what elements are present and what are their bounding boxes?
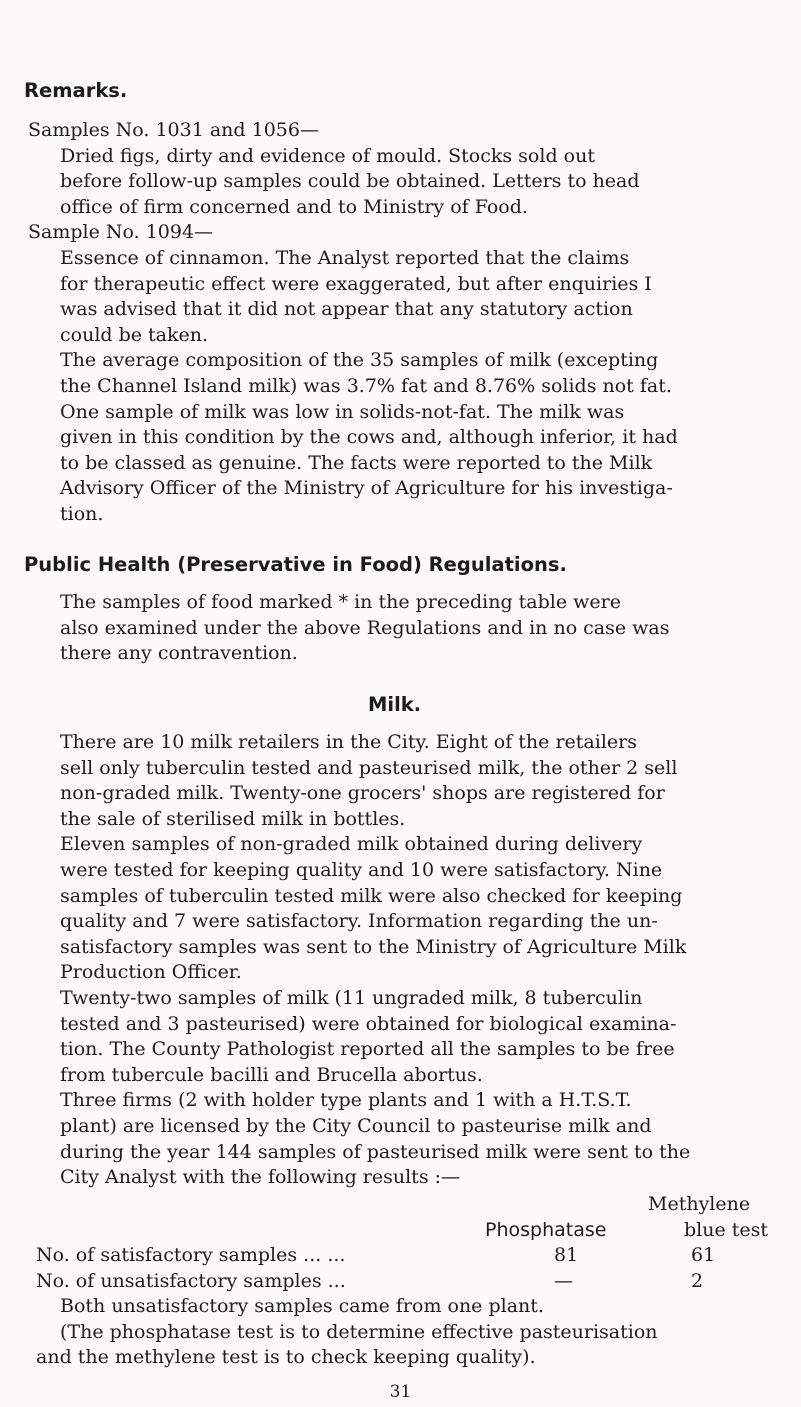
milk-line: Three firms (2 with holder type plants and 1 with a H.T.S.T. bbox=[60, 1089, 632, 1112]
preservative-line: there any contravention. bbox=[60, 642, 298, 665]
remarks-line: Sample No. 1094— bbox=[28, 221, 214, 244]
milk-line: the sale of sterilised milk in bottles. bbox=[60, 807, 406, 830]
milk-line: were tested for keeping quality and 10 were satisfactory. Nine bbox=[60, 858, 663, 881]
row-label: No. of satisfactory samples ... ... bbox=[36, 1244, 346, 1267]
milk-line: during the year 144 samples of pasteurised milk were sent to the bbox=[60, 1140, 691, 1163]
milk-line: City Analyst with the following results :— bbox=[60, 1166, 461, 1189]
milk-line: Eleven samples of non-graded milk obtained during delivery bbox=[60, 833, 643, 856]
milk-closing-line: (The phosphatase test is to determine effective pasteurisation bbox=[60, 1320, 658, 1343]
milk-line: samples of tuberculin tested milk were also checked for keeping bbox=[60, 884, 683, 907]
milk-heading: Milk. bbox=[368, 693, 422, 716]
milk-line: plant) are licensed by the City Council to pasteurise milk and bbox=[60, 1114, 652, 1137]
remarks-line: Essence of cinnamon. The Analyst reported that the claims bbox=[60, 246, 630, 269]
milk-line: Twenty-two samples of milk (11 ungraded milk, 8 tuberculin bbox=[60, 986, 643, 1009]
milk-closing-line: Both unsatisfactory samples came from one plant. bbox=[60, 1295, 544, 1317]
preservative-line: The samples of food marked * in the preceding table were bbox=[60, 591, 621, 613]
milk-body bbox=[0, 730, 801, 1191]
remarks-body bbox=[0, 118, 801, 528]
remarks-line: before follow-up samples could be obtained. Letters to head bbox=[60, 170, 640, 193]
milk-closing-line: and the methylene test is to check keeping quality). bbox=[36, 1346, 536, 1369]
milk-line: sell only tuberculin tested and pasteurised milk, the other 2 sell bbox=[60, 756, 678, 779]
preservative-body bbox=[0, 590, 801, 667]
milk-line: There are 10 milk retailers in the City. Eight of the retailers bbox=[60, 731, 637, 753]
phosphatase-value: — bbox=[554, 1269, 573, 1292]
page-number: 31 bbox=[389, 1382, 412, 1402]
remarks-line: was advised that it did not appear that any statutory action bbox=[60, 298, 633, 321]
column-header-blue-test: blue test bbox=[684, 1218, 769, 1241]
milk-line: from tubercule bacilli and Brucella abortus. bbox=[60, 1063, 483, 1086]
column-header-phosphatase: Phosphatase bbox=[485, 1218, 607, 1241]
methylene-value: 61 bbox=[691, 1244, 716, 1267]
remarks-line: the Channel Island milk) was 3.7% fat and 8.76% solids not fat. bbox=[60, 374, 672, 397]
results-header-row-2 bbox=[36, 1218, 769, 1244]
milk-line: satisfactory samples was sent to the Ministry of Agriculture Milk bbox=[60, 935, 687, 958]
results-table bbox=[36, 1192, 769, 1294]
remarks-line: Dried figs, dirty and evidence of mould. Stocks sold out bbox=[60, 144, 595, 167]
preservative-line: also examined under the above Regulations and in no case was bbox=[60, 616, 670, 639]
remarks-line: to be classed as genuine. The facts were reported to the Milk bbox=[60, 451, 653, 474]
remarks-line: Samples No. 1031 and 1056— bbox=[28, 119, 319, 141]
milk-closing bbox=[0, 1294, 801, 1371]
methylene-value: 2 bbox=[691, 1269, 704, 1292]
remarks-line: One sample of milk was low in solids-not-fat. The milk was bbox=[60, 400, 625, 423]
remarks-line: Advisory Officer of the Ministry of Agriculture for his investiga- bbox=[60, 477, 673, 500]
remarks-line: The average composition of the 35 samples of milk (excepting bbox=[60, 349, 659, 372]
milk-line: non-graded milk. Twenty-one grocers' shops are registered for bbox=[60, 782, 665, 805]
remarks-heading: Remarks. bbox=[24, 79, 128, 102]
remarks-line: given in this condition by the cows and, although inferior, it had bbox=[60, 426, 678, 449]
results-header-row-1 bbox=[36, 1192, 756, 1218]
phosphatase-value: 81 bbox=[554, 1244, 579, 1267]
milk-line: tested and 3 pasteurised) were obtained for biological examina- bbox=[60, 1012, 677, 1035]
remarks-line: could be taken. bbox=[60, 323, 209, 346]
milk-line: tion. The County Pathologist reported all the samples to be free bbox=[60, 1038, 675, 1061]
row-label: No. of unsatisfactory samples ... bbox=[36, 1269, 346, 1292]
remarks-line: office of firm concerned and to Ministry of Food. bbox=[60, 195, 528, 218]
milk-line: Production Officer. bbox=[60, 961, 242, 984]
column-header-methylene: Methylene bbox=[648, 1193, 751, 1215]
table-row bbox=[36, 1243, 756, 1269]
remarks-line: tion. bbox=[60, 502, 104, 525]
table-row bbox=[36, 1269, 756, 1295]
remarks-line: for therapeutic effect were exaggerated, but after enquiries I bbox=[60, 272, 652, 295]
preservative-heading: Public Health (Preservative in Food) Regulations. bbox=[24, 553, 567, 576]
milk-line: quality and 7 were satisfactory. Information regarding the un- bbox=[60, 910, 658, 933]
